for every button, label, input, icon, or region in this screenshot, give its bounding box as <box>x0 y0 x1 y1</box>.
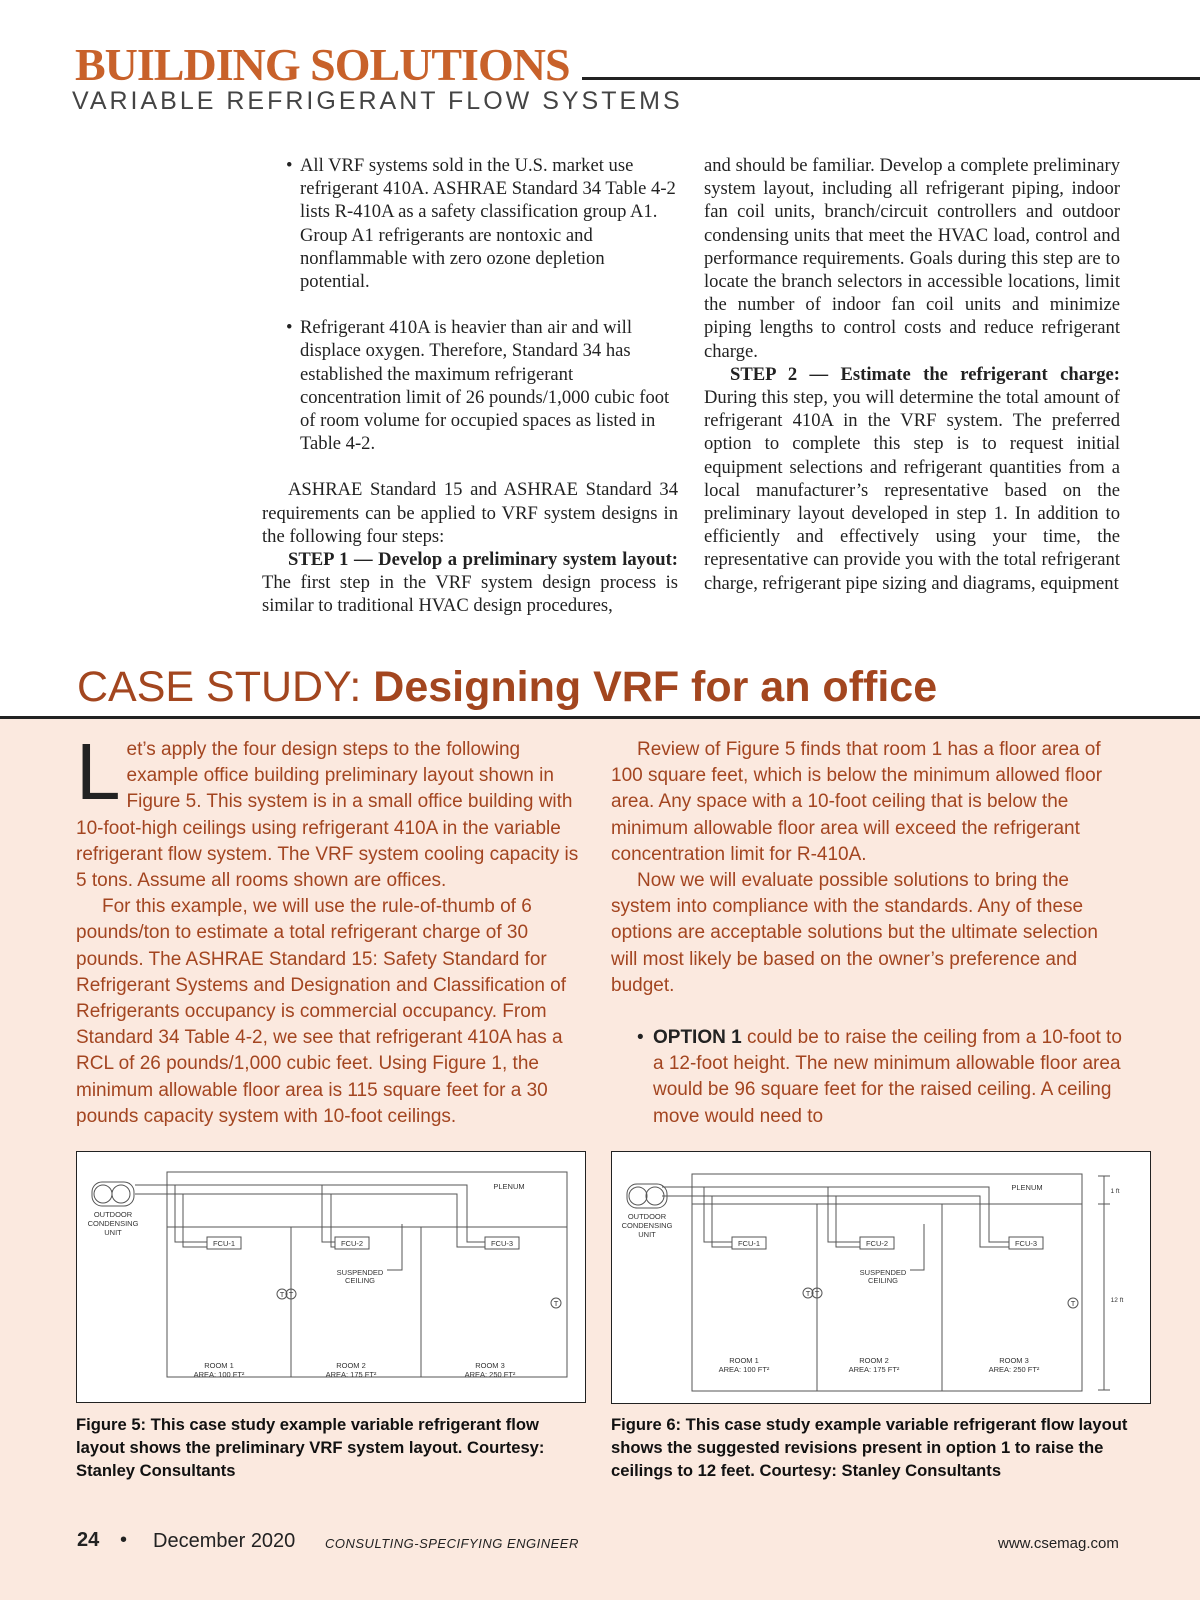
refrigerant-pipe <box>331 1194 335 1247</box>
leader-line <box>387 1224 402 1270</box>
room-1-label: ROOM 1 <box>729 1356 759 1365</box>
room-1-area: AREA: 100 FT² <box>718 1365 770 1374</box>
thermostat-label: T <box>1070 1299 1076 1308</box>
dimension-label-side: 12 ft <box>1110 1297 1124 1304</box>
thermostat-label: T <box>553 1299 559 1308</box>
paragraph: Now we will evaluate possible solutions to bring the system into compliance with the standards. Any of these options are acceptable solutions but the ultimate selection will most likely be based on the owner’s preference and budget. <box>611 870 1098 996</box>
paragraph <box>704 363 1120 595</box>
bullet-text: Refrigerant 410A is heavier than air and will displace oxygen. Therefore, Standard 34 has established the maximum refrigerant concentration limit of 26 pounds/1,000 cubic foot of room volume for occupied spaces as listed in Table 4-2. <box>300 317 670 455</box>
outdoor-unit-label: OUTDOOR <box>93 1210 133 1219</box>
paragraph <box>76 727 590 894</box>
room-3-label: ROOM 3 <box>475 1361 505 1370</box>
room-1-area: AREA: 100 FT² <box>193 1370 245 1379</box>
magazine-name: CONSULTING-SPECIFYING ENGINEER <box>325 1536 579 1551</box>
thermostat-label: T <box>805 1289 811 1298</box>
room-2-label: ROOM 2 <box>859 1356 889 1365</box>
paragraph: Review of Figure 5 finds that room 1 has a floor area of 100 square feet, which is below the minimum allowed floor area. Any space with a 10-foot ceiling that is below the minimum allowable floor area will exceed the refrigerant concentration limit for R-410A. <box>611 739 1103 865</box>
thermostat-label: T <box>814 1289 820 1298</box>
ceiling-label: CEILING <box>344 1276 376 1285</box>
step2-text: During this step, you will determine the total amount of refrigerant 410A in the VRF system. The preferred option to complete this step is to request initial equipment selections and refrigerant quantities from a local manufacturer’s representative based on the preliminary layout developed in step 1. In addition to efficiently and effectively using your time, the representative can provide you with the total refrigerant charge, refrigerant pipe sizing and diagrams, equipment <box>704 387 1120 594</box>
paragraph: and should be familiar. Develop a complete preliminary system layout, including all refrigerant piping, indoor fan coil units, branch/circuit controllers and outdoor condensing units that meet the HVAC load, control and performance requirements. Goals during this step are to locate the branch selectors in accessible locations, limit the number of indoor fan coil units and minimize piping lengths to control costs and reduce refrigerant charge. <box>704 155 1120 362</box>
fcu-2-label: FCU-2 <box>865 1239 889 1248</box>
refrigerant-pipe <box>828 1187 860 1242</box>
figure-6-diagram <box>612 1152 1150 1403</box>
page-number: 24 <box>77 1529 100 1551</box>
plenum-label: PLENUM <box>493 1182 525 1191</box>
option-item <box>637 1025 1126 1130</box>
outdoor-unit-fan <box>94 1185 112 1203</box>
room-3-area: AREA: 250 FT² <box>988 1365 1040 1374</box>
footer-bullet: • <box>120 1529 128 1551</box>
intro-text: et’s apply the four design steps to the following example office building preliminary layout shown in Figure 5. This system is in a small office building with 10-foot-high ceilings using refrigerant 410A in the variable refrigerant flow system. The VRF system cooling capacity is 5 tons. Assume all rooms shown are offices. <box>76 739 579 892</box>
case-left-column <box>76 727 590 1130</box>
figure-5-diagram <box>77 1152 585 1402</box>
thermostat-label: T <box>288 1290 294 1299</box>
bullet-marker: • <box>286 317 293 339</box>
outdoor-unit-label: UNIT <box>104 1228 122 1237</box>
header-rule <box>582 77 1200 80</box>
figure-5-caption: Figure 5: This case study example variable refrigerant flow layout shows the preliminary VRF system layout. Courtesy: Stanley Consultants <box>76 1415 545 1480</box>
top-right-column <box>704 154 1120 595</box>
refrigerant-pipe <box>704 1187 732 1242</box>
top-left-column <box>262 154 678 618</box>
ceiling-label: SUSPENDED <box>336 1268 384 1277</box>
room-2-label: ROOM 2 <box>336 1361 366 1370</box>
fcu-1-label: FCU-1 <box>212 1239 236 1248</box>
outdoor-unit-label: OUTDOOR <box>627 1212 667 1221</box>
room-2-area: AREA: 175 FT² <box>848 1365 900 1374</box>
fcu-1-label: FCU-1 <box>737 1239 761 1248</box>
fcu-2-label: FCU-2 <box>340 1239 364 1248</box>
section-subtitle: VARIABLE REFRIGERANT FLOW SYSTEMS <box>72 87 683 115</box>
bullet-marker: • <box>637 1027 644 1049</box>
section-title: BUILDING SOLUTIONS <box>75 39 570 90</box>
thermostat-label: T <box>279 1290 285 1299</box>
paragraph: For this example, we will use the rule-of-thumb of 6 pounds/ton to estimate a total refrigerant charge of 30 pounds. The ASHRAE Standard 15: Safety Standard for Refrigerant Systems and Designation and Classification of Refrigerants occupancy is commercial occupancy. From Standard 34 Table 4-2, we see that refrigerant 410A has a RCL of 26 pounds/1,000 cubic feet. Using Figure 1, the minimum allowable floor area is 115 square feet for a 30 pounds capacity system with 10-foot ceilings. <box>76 896 567 1127</box>
step2-heading: STEP 2 — Estimate the refrigerant charge: <box>730 363 1120 385</box>
paragraph <box>262 548 678 618</box>
issue-date: December 2020 <box>153 1530 296 1552</box>
option-text <box>653 1025 1126 1130</box>
fcu-3-label: FCU-3 <box>1014 1239 1038 1248</box>
outdoor-unit-fan <box>646 1187 664 1205</box>
plenum-label: PLENUM <box>1011 1183 1043 1192</box>
fcu-3-label: FCU-3 <box>490 1239 514 1248</box>
case-study-prefix: CASE STUDY: <box>77 663 374 711</box>
option1-body: could be to raise the ceiling from a 10-foot to a 12-foot height. The new minimum allowable floor area would be 96 square feet for the raised ceiling. A ceiling move would need to <box>653 1027 1122 1127</box>
room-1-label: ROOM 1 <box>204 1361 234 1370</box>
bullet-marker: • <box>286 155 293 176</box>
outdoor-unit-fan <box>112 1185 130 1203</box>
outdoor-unit-label: CONDENSING <box>621 1221 673 1230</box>
leader-line <box>910 1224 924 1270</box>
case-right-column <box>611 737 1126 1130</box>
drop-cap: L <box>76 727 121 816</box>
figure-6-frame <box>611 1151 1151 1404</box>
room-3-label: ROOM 3 <box>999 1356 1029 1365</box>
ceiling-label: CEILING <box>867 1276 899 1285</box>
outdoor-unit-fan <box>629 1187 647 1205</box>
figure-5-frame <box>76 1151 586 1403</box>
refrigerant-pipe <box>135 1194 485 1247</box>
outdoor-unit-label: UNIT <box>638 1230 656 1239</box>
dimension-label-top: 1 ft <box>1110 1188 1120 1195</box>
refrigerant-pipe <box>183 1194 207 1247</box>
case-study-headline: Designing VRF for an office <box>373 663 938 711</box>
step1-heading: STEP 1 — Develop a preliminary system layout: <box>288 549 678 571</box>
ceiling-label: SUSPENDED <box>859 1268 907 1277</box>
bullet-item <box>286 316 678 455</box>
figure-6-caption: Figure 6: This case study example variable refrigerant flow layout shows the suggested revisions present in option 1 to raise the ceilings to 12 feet. Courtesy: Stanley Consultants <box>611 1415 1128 1480</box>
website-url: www.csemag.com <box>998 1535 1119 1552</box>
bullet-text: All VRF systems sold in the U.S. market use refrigerant 410A. ASHRAE Standard 34 Table 4-2 lists R-410A as a safety classification group A1. Group A1 refrigerants are nontoxic and nonflammable with zero ozone depletion potential. <box>300 155 676 293</box>
room-2-area: AREA: 175 FT² <box>325 1370 377 1379</box>
case-study-title <box>77 662 937 712</box>
bullet-item <box>286 154 678 293</box>
option1-label: OPTION 1 <box>653 1027 742 1049</box>
paragraph: ASHRAE Standard 15 and ASHRAE Standard 34 requirements can be applied to VRF system designs in the following four steps: <box>262 479 678 547</box>
outdoor-unit-label: CONDENSING <box>87 1219 139 1228</box>
outdoor-unit-body <box>92 1182 134 1206</box>
step1-text: The first step in the VRF system design process is similar to traditional HVAC design procedures, <box>262 572 678 617</box>
room-3-area: AREA: 250 FT² <box>464 1370 516 1379</box>
